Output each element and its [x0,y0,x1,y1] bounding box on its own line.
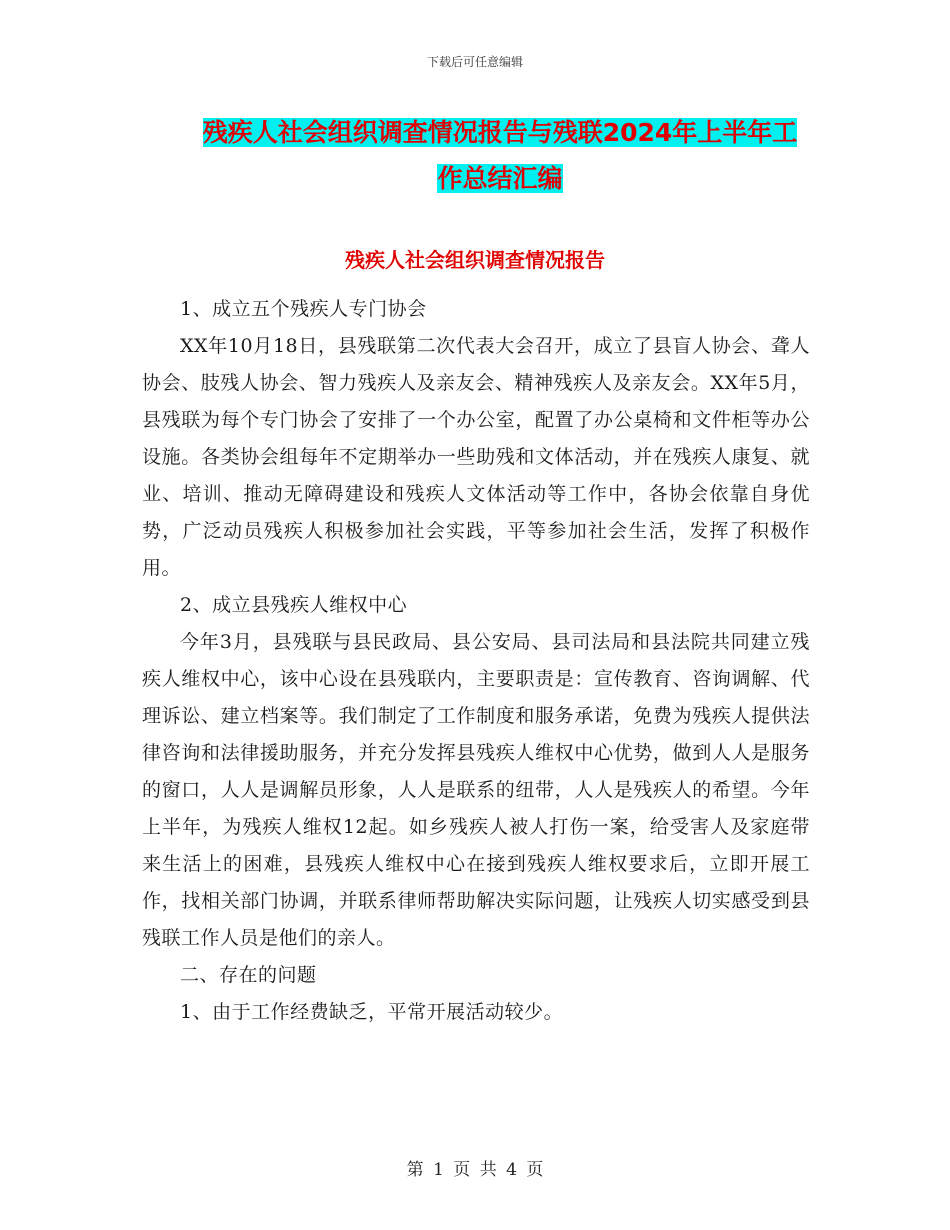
document-title-line-1: 残疾人社会组织调查情况报告与残联2024年上半年工 [202,118,798,147]
paragraph: XX年10月18日，县残联第二次代表大会召开，成立了县盲人协会、聋人协会、肢残人协会、智力残疾人及亲友会、精神残疾人及亲友会。XX年5月，县残联为每个专门协会了安排了一个办公室，配置了办公桌椅和文件柜等办公设施。各类协会组每年不定期举办一些助残和文体活动，并在残疾人康复、就业、培训、推动无障碍建设和残疾人文体活动等工作中，各协会依靠自身优势，广泛动员残疾人积极参加社会实践，平等参加社会生活，发挥了积极作用。 [142,335,810,579]
page-header-note: 下载后可任意编辑 [426,55,523,69]
paragraph-heading-rights-center: 2、成立县残疾人维权中心 [180,594,408,616]
page-number-footer: 第 1 页 共 4 页 [406,1160,544,1180]
paragraph: 1、由于工作经费缺乏，平常开展活动较少。 [180,1001,564,1023]
paragraph: 今年3月，县残联与县民政局、县公安局、县司法局和县法院共同建立残疾人维权中心，该中心设在县残联内，主要职责是：宣传教育、咨询调解、代理诉讼、建立档案等。我们制定了工作制度和服务承诺，免费为残疾人提供法律咨询和法律援助服务，并充分发挥县残疾人维权中心优势，做到人人是服务的窗口，人人是调解员形象，人人是联系的纽带，人人是残疾人的希望。今年上半年，为残疾人维权12起。如乡残疾人被人打伤一案，给受害人及家庭带来生活上的困难，县残疾人维权中心在接到残疾人维权要求后，立即开展工作，找相关部门协调，并联系律师帮助解决实际问题，让残疾人切实感受到县残联工作人员是他们的亲人。 [142,631,810,949]
document-title-line-2: 作总结汇编 [437,164,563,193]
paragraph-heading-associations: 1、成立五个残疾人专门协会 [180,298,427,320]
paragraph-heading-problems: 二、存在的问题 [180,964,317,986]
document-body [142,291,810,1031]
section-title: 残疾人社会组织调查情况报告 [345,248,605,272]
document-title [130,110,870,202]
